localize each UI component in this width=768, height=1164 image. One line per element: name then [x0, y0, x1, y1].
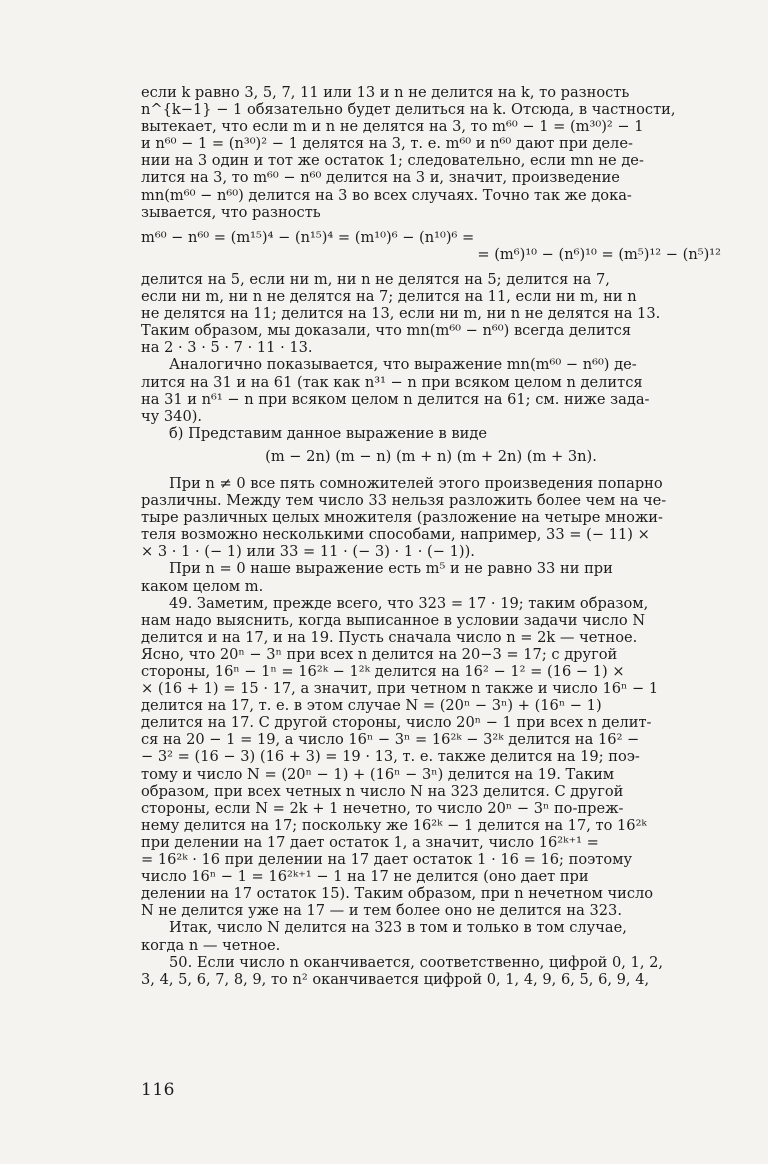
text-line: каком целом m. [141, 577, 264, 595]
text-line: б) Представим данное выражение в виде [169, 424, 487, 442]
text-line: При n ≠ 0 все пять сомножителей этого произведения попарно [169, 474, 663, 492]
text-line: различны. Между тем число 33 нельзя разложить более чем на че- [141, 492, 667, 510]
text-line: − 3² = (16 − 3) (16 + 3) = 19 · 13, т. е. также делится на 19; поэ- [141, 748, 640, 766]
text-line: чу 340). [141, 407, 203, 425]
text-line: на 31 и n⁶¹ − n при всяком целом n делится на 61; см. ниже зада- [141, 390, 650, 408]
text-line: образом, при всех четных n число N на 323 делится. С другой [141, 782, 624, 800]
text-line: лится на 3, то m⁶⁰ − n⁶⁰ делится на 3 и, значит, произведение [141, 169, 620, 187]
text-line: 3, 4, 5, 6, 7, 8, 9, то n² оканчивается цифрой 0, 1, 4, 9, 6, 5, 6, 9, 4, [141, 970, 650, 988]
text-line: нии на 3 один и тот же остаток 1; следовательно, если mn не де- [141, 152, 644, 170]
text-line: 50. Если число n оканчивается, соответственно, цифрой 0, 1, 2, [169, 953, 664, 971]
text-line: делится на 5, если ни m, ни n не делятся на 5; делится на 7, [141, 270, 610, 288]
text-line: зывается, что разность [141, 203, 321, 221]
text-line: на 2 · 3 · 5 · 7 · 11 · 13. [141, 339, 313, 357]
text-line: mn(m⁶⁰ − n⁶⁰) делится на 3 во всех случаях. Точно так же дока- [141, 186, 632, 204]
text-line: если k равно 3, 5, 7, 11 или 13 и n не делится на k, то разность [141, 84, 630, 101]
text-line: не делятся на 11; делится на 13, если ни m, ни n не делятся на 13. [141, 305, 661, 323]
page-body-text [141, 84, 721, 988]
equation-line: (m − 2n) (m − n) (m + n) (m + 2n) (m + 3n). [265, 447, 597, 465]
spacer [141, 221, 721, 229]
text-line: лится на 31 и на 61 (так как n³¹ − n при всяком целом n делится [141, 373, 643, 391]
text-line: ся на 20 − 1 = 19, а число 16ⁿ − 3ⁿ = 16²ᵏ − 3²ᵏ делится на 16² − [141, 731, 640, 749]
text-line: нам надо выяснить, когда выписанное в условии задачи число N [141, 611, 646, 629]
text-line: тому и число N = (20ⁿ − 1) + (16ⁿ − 3ⁿ) делится на 19. Таким [141, 765, 615, 783]
text-line: и n⁶⁰ − 1 = (n³⁰)² − 1 делятся на 3, т. е. m⁶⁰ и n⁶⁰ дают при деле- [141, 135, 633, 153]
text-line: × 3 · 1 · (− 1) или 33 = 11 · (− 3) · 1 · (− 1)). [141, 543, 475, 561]
text-line: делится на 17, т. е. в этом случае N = (20ⁿ − 3ⁿ) + (16ⁿ − 1) [141, 697, 602, 715]
equation-line: = (m⁶)¹⁰ − (n⁶)¹⁰ = (m⁵)¹² − (n⁵)¹² [477, 245, 721, 263]
text-line: = 16²ᵏ · 16 при делении на 17 дает остаток 1 · 16 = 16; поэтому [141, 851, 633, 869]
text-line: тыре различных целых множителя (разложение на четыре множи- [141, 509, 663, 527]
text-line: нему делится на 17; поскольку же 16²ᵏ − 1 делится на 17, то 16²ᵏ [141, 816, 647, 834]
text-line: Аналогично показывается, что выражение mn(m⁶⁰ − n⁶⁰) де- [169, 356, 637, 374]
text-line: × (16 + 1) = 15 · 17, а значит, при четном n также и число 16ⁿ − 1 [141, 680, 659, 698]
text-line: число 16ⁿ − 1 = 16²ᵏ⁺¹ − 1 на 17 не делится (оно дает при [141, 868, 589, 886]
text-line: стороны, если N = 2k + 1 нечетно, то число 20ⁿ − 3ⁿ по-преж- [141, 799, 624, 817]
text-line: при делении на 17 дает остаток 1, а значит, число 16²ᵏ⁺¹ = [141, 833, 599, 851]
text-line: N не делится уже на 17 — и тем более оно не делится на 323. [141, 902, 622, 920]
spacer [141, 263, 721, 271]
page-number: 116 [141, 1080, 175, 1100]
text-line: стороны, 16ⁿ − 1ⁿ = 16²ᵏ − 1²ᵏ делится на 16² − 1² = (16 − 1) × [141, 663, 625, 680]
text-line: При n = 0 наше выражение есть m⁵ и не равно 33 ни при [169, 560, 613, 578]
equation-line: m⁶⁰ − n⁶⁰ = (m¹⁵)⁴ − (n¹⁵)⁴ = (m¹⁰)⁶ − (n¹⁰)⁶ = [141, 228, 475, 246]
text-line: Ясно, что 20ⁿ − 3ⁿ при всех n делится на 20−3 = 17; с другой [141, 645, 618, 663]
text-line: делится и на 17, и на 19. Пусть сначала число n = 2k — четное. [141, 628, 638, 646]
text-line: теля возможно несколькими способами, например, 33 = (− 11) × [141, 526, 650, 544]
text-line: 49. Заметим, прежде всего, что 323 = 17 · 19; таким образом, [169, 594, 649, 612]
text-line: вытекает, что если m и n не делятся на 3, то m⁶⁰ − 1 = (m³⁰)² − 1 [141, 118, 644, 136]
text-line: Итак, число N делится на 323 в том и только в том случае, [169, 919, 627, 937]
text-line: делится на 17. С другой стороны, число 20ⁿ − 1 при всех n делит- [141, 714, 652, 732]
text-line: когда n — четное. [141, 936, 281, 954]
text-line: n^{k−1} − 1 обязательно будет делиться на k. Отсюда, в частности, [141, 101, 676, 119]
text-line: делении на 17 остаток 15). Таким образом, при n нечетном число [141, 885, 654, 903]
text-line: если ни m, ни n не делятся на 7; делится на 11, если ни m, ни n [141, 288, 637, 306]
text-line: Таким образом, мы доказали, что mn(m⁶⁰ − n⁶⁰) всегда делится [141, 322, 632, 340]
